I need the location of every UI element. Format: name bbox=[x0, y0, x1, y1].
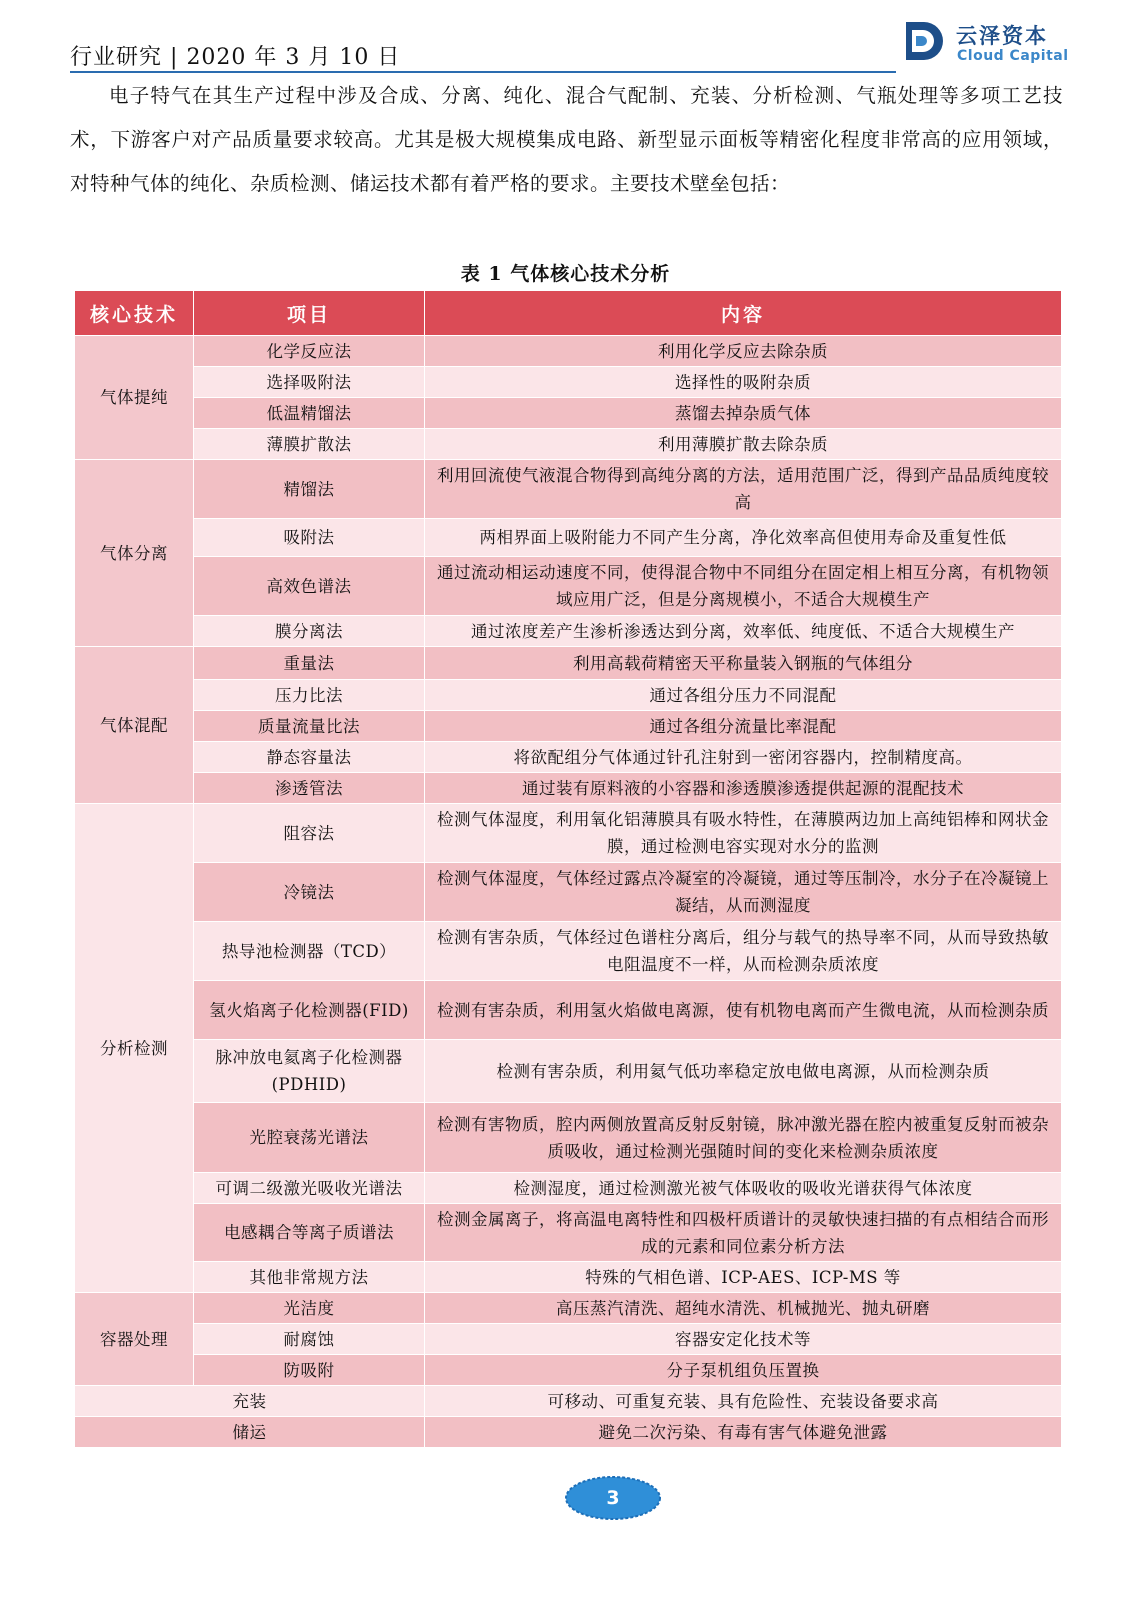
table-row bbox=[75, 336, 1062, 367]
page-number-label: 3 bbox=[606, 1487, 620, 1509]
column-header-core-tech: 核心技术 bbox=[75, 291, 194, 336]
table-row bbox=[75, 711, 1062, 742]
table-row bbox=[75, 398, 1062, 429]
item-cell: 阻容法 bbox=[194, 804, 425, 863]
item-cell: 薄膜扩散法 bbox=[194, 429, 425, 460]
table-row bbox=[75, 863, 1062, 922]
company-logo bbox=[902, 18, 1072, 68]
table-row bbox=[75, 616, 1062, 647]
item-cell: 可调二级激光吸收光谱法 bbox=[194, 1173, 425, 1204]
table-row bbox=[75, 429, 1062, 460]
content-cell: 检测有害杂质，利用氢火焰做电离源，使有机物电离而产生微电流，从而检测杂质 bbox=[425, 981, 1062, 1040]
table-row bbox=[75, 981, 1062, 1040]
table-row bbox=[75, 1103, 1062, 1173]
content-cell: 检测金属离子，将高温电离特性和四极杆质谱计的灵敏快速扫描的有点相结合而形成的元素和同位素分析方法 bbox=[425, 1204, 1062, 1262]
logo-chinese-name: 云泽资本 bbox=[956, 24, 1048, 48]
item-cell: 热导池检测器（TCD） bbox=[194, 922, 425, 981]
category-cell: 气体混配 bbox=[75, 647, 194, 804]
content-cell: 蒸馏去掉杂质气体 bbox=[425, 398, 1062, 429]
content-cell: 检测气体湿度，气体经过露点冷凝室的冷凝镜，通过等压制冷，水分子在冷凝镜上凝结，从而测湿度 bbox=[425, 863, 1062, 922]
item-cell: 选择吸附法 bbox=[194, 367, 425, 398]
table-row bbox=[75, 1040, 1062, 1103]
item-cell: 防吸附 bbox=[194, 1355, 425, 1386]
content-cell: 可移动、可重复充装、具有危险性、充装设备要求高 bbox=[425, 1386, 1062, 1417]
table-row bbox=[75, 557, 1062, 616]
table-row bbox=[75, 680, 1062, 711]
item-cell: 压力比法 bbox=[194, 680, 425, 711]
content-cell: 高压蒸汽清洗、超纯水清洗、机械抛光、抛丸研磨 bbox=[425, 1293, 1062, 1324]
table-row bbox=[75, 647, 1062, 680]
item-cell: 充装 bbox=[75, 1386, 425, 1417]
item-cell: 光洁度 bbox=[194, 1293, 425, 1324]
table-row bbox=[75, 773, 1062, 804]
content-cell: 特殊的气相色谱、ICP-AES、ICP-MS 等 bbox=[425, 1262, 1062, 1293]
item-cell: 质量流量比法 bbox=[194, 711, 425, 742]
table-row bbox=[75, 742, 1062, 773]
item-cell: 吸附法 bbox=[194, 519, 425, 557]
content-cell: 利用化学反应去除杂质 bbox=[425, 336, 1062, 367]
logo-english-name: Cloud Capital bbox=[957, 48, 1069, 64]
item-cell: 氢火焰离子化检测器(FID) bbox=[194, 981, 425, 1040]
content-cell: 通过流动相运动速度不同，使得混合物中不同组分在固定相上相互分离，有机物领域应用广泛，但是分离规模小，不适合大规模生产 bbox=[425, 557, 1062, 616]
item-cell: 耐腐蚀 bbox=[194, 1324, 425, 1355]
content-cell: 利用薄膜扩散去除杂质 bbox=[425, 429, 1062, 460]
core-technology-table bbox=[74, 290, 1062, 1448]
column-header-item: 项目 bbox=[194, 291, 425, 336]
item-cell: 其他非常规方法 bbox=[194, 1262, 425, 1293]
cloud-capital-logo-icon bbox=[902, 18, 948, 64]
item-cell: 高效色谱法 bbox=[194, 557, 425, 616]
content-cell: 利用高载荷精密天平称量装入钢瓶的气体组分 bbox=[425, 647, 1062, 680]
content-cell: 检测气体湿度，利用氧化铝薄膜具有吸水特性，在薄膜两边加上高纯铝棒和网状金膜，通过检测电容实现对水分的监测 bbox=[425, 804, 1062, 863]
category-cell: 分析检测 bbox=[75, 804, 194, 1293]
content-cell: 检测有害物质，腔内两侧放置高反射反射镜，脉冲激光器在腔内被重复反射而被杂质吸收，通过检测光强随时间的变化来检测杂质浓度 bbox=[425, 1103, 1062, 1173]
item-cell: 冷镜法 bbox=[194, 863, 425, 922]
content-cell: 检测有害杂质，气体经过色谱柱分离后，组分与载气的热导率不同，从而导致热敏电阻温度不一样，从而检测杂质浓度 bbox=[425, 922, 1062, 981]
table-row bbox=[75, 1324, 1062, 1355]
table-row bbox=[75, 519, 1062, 557]
item-cell: 重量法 bbox=[194, 647, 425, 680]
table-row bbox=[75, 1173, 1062, 1204]
content-cell: 利用回流使气液混合物得到高纯分离的方法，适用范围广泛，得到产品品质纯度较高 bbox=[425, 460, 1062, 519]
content-cell: 检测有害杂质，利用氦气低功率稳定放电做电离源，从而检测杂质 bbox=[425, 1040, 1062, 1103]
table-row bbox=[75, 1417, 1062, 1448]
table-row bbox=[75, 1262, 1062, 1293]
table-row bbox=[75, 1386, 1062, 1417]
table-row bbox=[75, 922, 1062, 981]
page-number bbox=[563, 1474, 663, 1522]
item-cell: 电感耦合等离子质谱法 bbox=[194, 1204, 425, 1262]
table-row bbox=[75, 1293, 1062, 1324]
category-cell: 气体提纯 bbox=[75, 336, 194, 460]
table-row bbox=[75, 460, 1062, 519]
item-cell: 渗透管法 bbox=[194, 773, 425, 804]
intro-paragraph: 电子特气在其生产过程中涉及合成、分离、纯化、混合气配制、充装、分析检测、气瓶处理等多项工艺技术，下游客户对产品质量要求较高。尤其是极大规模集成电路、新型显示面板等精密化程度非常高的应用领域，对特种气体的纯化、杂质检测、储运技术都有着严格的要求。主要技术壁垒包括： bbox=[70, 84, 1063, 195]
item-cell: 静态容量法 bbox=[194, 742, 425, 773]
item-cell: 脉冲放电氦离子化检测器(PDHID) bbox=[194, 1040, 425, 1103]
table-row bbox=[75, 1355, 1062, 1386]
header-separator: | bbox=[170, 45, 179, 70]
item-cell: 储运 bbox=[75, 1417, 425, 1448]
header-title: 行业研究 bbox=[70, 45, 163, 70]
content-cell: 将欲配组分气体通过针孔注射到一密闭容器内，控制精度高。 bbox=[425, 742, 1062, 773]
table-caption: 表 1 气体核心技术分析 bbox=[460, 263, 671, 285]
page-header bbox=[70, 40, 400, 71]
item-cell: 精馏法 bbox=[194, 460, 425, 519]
header-divider bbox=[70, 71, 896, 73]
table-row bbox=[75, 367, 1062, 398]
item-cell: 膜分离法 bbox=[194, 616, 425, 647]
item-cell: 光腔衰荡光谱法 bbox=[194, 1103, 425, 1173]
table-row bbox=[75, 1204, 1062, 1262]
content-cell: 通过各组分压力不同混配 bbox=[425, 680, 1062, 711]
category-cell: 气体分离 bbox=[75, 460, 194, 647]
content-cell: 通过浓度差产生渗析渗透达到分离，效率低、纯度低、不适合大规模生产 bbox=[425, 616, 1062, 647]
content-cell: 两相界面上吸附能力不同产生分离，净化效率高但使用寿命及重复性低 bbox=[425, 519, 1062, 557]
item-cell: 低温精馏法 bbox=[194, 398, 425, 429]
content-cell: 通过装有原料液的小容器和渗透膜渗透提供起源的混配技术 bbox=[425, 773, 1062, 804]
content-cell: 检测湿度，通过检测激光被气体吸收的吸收光谱获得气体浓度 bbox=[425, 1173, 1062, 1204]
category-cell: 容器处理 bbox=[75, 1293, 194, 1386]
content-cell: 容器安定化技术等 bbox=[425, 1324, 1062, 1355]
table-row bbox=[75, 804, 1062, 863]
content-cell: 选择性的吸附杂质 bbox=[425, 367, 1062, 398]
content-cell: 通过各组分流量比率混配 bbox=[425, 711, 1062, 742]
table-header-row bbox=[75, 291, 1062, 336]
content-cell: 分子泵机组负压置换 bbox=[425, 1355, 1062, 1386]
content-cell: 避免二次污染、有毒有害气体避免泄露 bbox=[425, 1417, 1062, 1448]
column-header-content: 内容 bbox=[425, 291, 1062, 336]
item-cell: 化学反应法 bbox=[194, 336, 425, 367]
header-date: 2020 年 3 月 10 日 bbox=[186, 45, 401, 70]
